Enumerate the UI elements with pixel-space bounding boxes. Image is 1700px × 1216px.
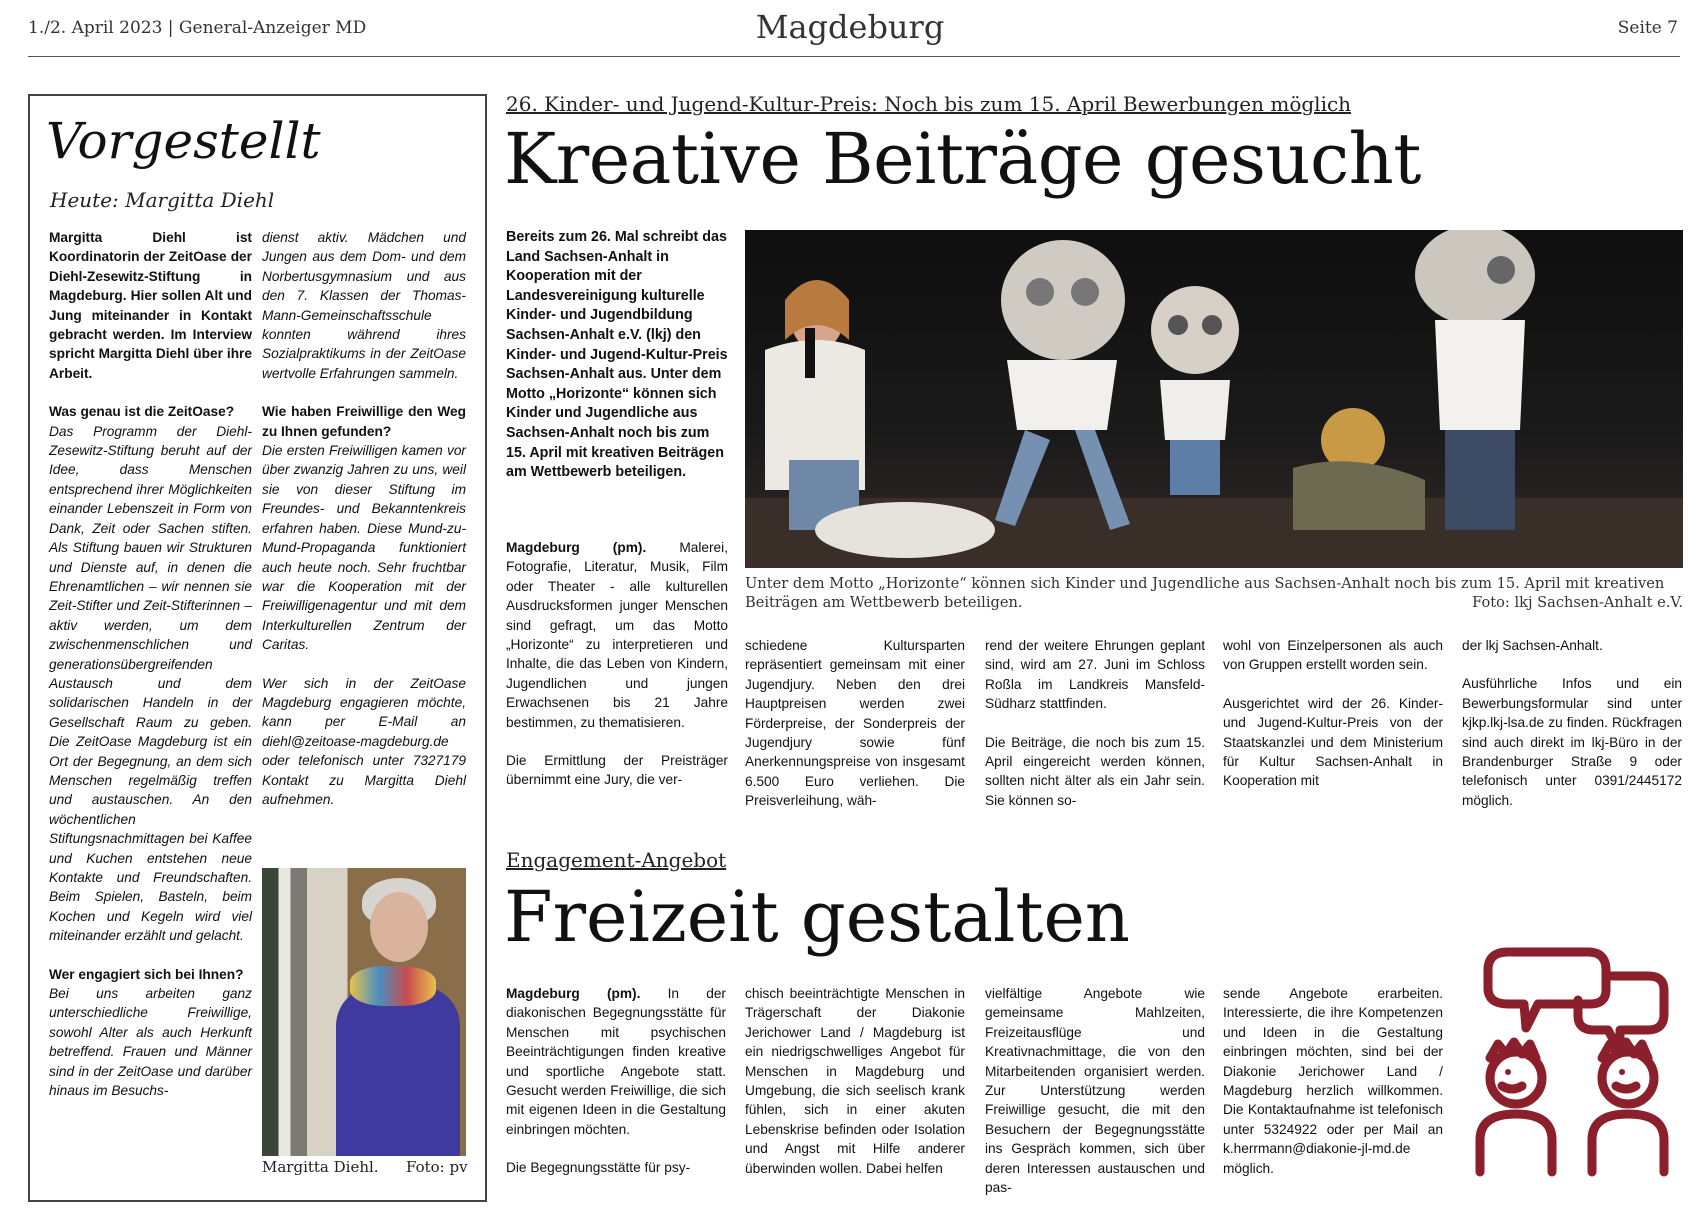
article1-column-2 (745, 636, 965, 830)
question-1: Was genau ist die ZeitOase? (49, 404, 235, 420)
theater-photo-caption-text: Unter dem Motto „Horizonte“ können sich Kinder und Jugendliche aus Sachsen-Anhalt noch bis zum 15. April mit kreativen Beiträgen am Wettbewerb beteiligen. (745, 575, 1665, 611)
article1-column-4 (1223, 636, 1443, 810)
article1-column-1 (506, 538, 728, 809)
two-people-talking-icon (1468, 940, 1683, 1180)
article1-column-3 (985, 636, 1205, 829)
sidebar-title: Vorgestellt (46, 112, 321, 170)
sidebar-intro: Margitta Diehl ist Koordinatorin der ZeitOase der Diehl-Zesewitz-Stiftung in Magdeburg. Hier sollen Alt und Jung miteinander in Kontakt gebracht werden. Im Interview spricht Margitta Diehl über ihre Arbeit. (49, 230, 252, 381)
article1-p1: Malerei, Fotografie, Literatur, Musik, Film oder Theater - alle kulturellen Ausdrucksformen junger Menschen sind gefragt, um das Motto „Horizonte“ zu interpretieren und Inhalte, die das Leben von Kindern, Jugendlichen und jungen Erwachsenen bis 21 Jahre bestimmen, zu thematisieren. (506, 540, 728, 730)
article2-column-3 (985, 984, 1205, 1216)
question-2: Wer engagiert sich bei Ihnen? (49, 966, 244, 982)
article1-c4a: der lkj Sachsen-Anhalt. (1462, 638, 1603, 653)
theater-photo-caption (745, 574, 1683, 612)
header-date-paper: 1./2. April 2023 | General-Anzeiger MD (28, 18, 367, 38)
question-3: Wie haben Freiwillige den Weg zu Ihnen gefunden? (262, 404, 466, 439)
section-title: Magdeburg (755, 8, 945, 46)
article2-column-2 (745, 984, 965, 1197)
sidebar-subtitle: Heute: Margitta Diehl (50, 188, 275, 212)
article1-c3b: Ausgerichtet wird der 26. Kinder- und Jugend-Kultur-Preis von der Staatskanzlei und dem Ministerium für Kultur Sachsen-Anhalt in Kooperation mit (1223, 695, 1443, 789)
contact-info: Wer sich in der ZeitOase Magdeburg engagieren möchte, kann per E-Mail an diehl@zeitoase-magdeburg.de oder telefonisch unter 7327179 Kontakt zu Margitta Diehl aufnehmen. (262, 675, 466, 807)
article1-c1: schiedene Kultursparten repräsentiert gemeinsam mit einer Jugendjury. Neben den drei Hauptpreisen werden zwei Förderpreise, der Sonderpreis der Jugendjury sowie fünf Anerkennungspreise von insgesamt 6.500 Euro verliehen. Die Preisverleihung, wäh- (745, 638, 965, 809)
article2-dateline: Magdeburg (pm). (506, 986, 641, 1001)
theater-photo (745, 230, 1683, 568)
article2-column-4 (1223, 984, 1443, 1197)
article1-p2: Die Ermittlung der Preisträger übernimmt eine Jury, die ver- (506, 753, 728, 788)
article1-kicker: 26. Kinder- und Jugend-Kultur-Preis: Noch bis zum 15. April Bewerbungen möglich (506, 92, 1352, 116)
portrait-caption: Margitta Diehl. (262, 1158, 379, 1176)
portrait-photo (262, 868, 466, 1156)
article1-headline: Kreative Beiträge gesucht (504, 118, 1421, 200)
article1-c4b: Ausführliche Infos und ein Bewerbungsformular sind unter kjkp.lkj-lsa.de zu finden. Rückfragen sind auch direkt im lkj-Büro in der Brandenburger Straße 9 oder telefonisch unter 0391/2445172 möglich. (1462, 676, 1682, 808)
theater-photo-credit: Foto: lkj Sachsen-Anhalt e.V. (1472, 594, 1683, 611)
article2-kicker: Engagement-Angebot (506, 848, 727, 872)
page-number: Seite 7 (1617, 18, 1678, 38)
article2-d3: vielfältige Angebote wie gemeinsame Mahlzeiten, Freizeitausflüge und Kreativnachmittage, die von den Mitarbeitenden organisiert werden. Zur Unterstützung werden Freiwillige gesucht, die mit den Besuchern der Begegnungsstätte ins Gespräch kommen, sich über deren Interessen austauschen und pas- (985, 986, 1205, 1196)
article1-dateline: Magdeburg (pm). (506, 540, 647, 555)
article1-c3a: wohl von Einzelpersonen als auch von Gruppen erstellt worden sein. (1223, 638, 1443, 673)
article2-d4: sende Angebote erarbeiten. Interessierte, die ihre Kompetenzen und Ideen in die Gestaltung einbringen möchten, sind bei der Diakonie Jerichower Land / Magdeburg herzlich willkommen. Die Kontaktaufnahme ist telefonisch unter 5324922 oder per Mail an k.herrmann@diakonie-jl-md.de möglich. (1223, 986, 1443, 1176)
sidebar-column-1 (49, 228, 252, 1119)
article2-column-1 (506, 984, 726, 1197)
answer-2b: dienst aktiv. Mädchen und Jungen aus dem Dom- und dem Norbertusgymnasium und aus den 7. Klassen der Thomas-Mann-Gemeinschaftsschule konnten während ihres Sozialpraktikums in der ZeitOase wertvolle Erfahrungen sammeln. (262, 230, 466, 381)
theater-scene-illustration (745, 230, 1683, 568)
answer-2a: Bei uns arbeiten ganz unterschiedliche Freiwillige, sowohl Alter als auch Herkunft betreffend. Frauen und Männer sind in der ZeitOase und darüber hinaus im Besuchs- (49, 986, 252, 1099)
speech-bubbles-icon (1488, 952, 1606, 1028)
answer-3: Die ersten Freiwilligen kamen vor über zwanzig Jahren zu uns, weil sie von dieser Stiftung im Freundes- und Bekanntenkreis erfahren haben. Diese Mund-zu-Mund-Propaganda funktioniert auch heute noch. Sehr fruchtbar war die Kooperation mit der Freiwilligenagentur und mit dem Interkulturellen Zentrum der Caritas. (262, 443, 466, 653)
article2-d1b: Die Begegnungsstätte für psy- (506, 1160, 691, 1176)
header-rule (28, 56, 1680, 57)
article1-c2b: Die Beiträge, die noch bis zum 15. April eingereicht werden können, sollten nicht älter als ein Jahr sein. Sie können so- (985, 734, 1205, 808)
article2-d1a: In der diakonischen Begegnungsstätte für Menschen mit psychischen Beeinträchtigungen finden kreative und sportliche Angebote statt. Gesucht werden Freiwillige, die sich mit eigenen Ideen in die Gestaltung einbringen möchten. (506, 986, 726, 1137)
article1-c2a: rend der weitere Ehrungen geplant sind, wird am 27. Juni im Schloss Roßla im Landkreis Mansfeld-Südharz stattfinden. (985, 638, 1205, 712)
portrait-credit: Foto: pv (406, 1158, 468, 1176)
answer-1: Das Programm der Diehl-Zesewitz-Stiftung beruht auf der Idee, dass Menschen entsprechend ihrer Möglichkeiten einander Lebenszeit in Form von Dank, Zeit oder Sachen stiften. Als Stiftung bauen wir Strukturen und Dienste auf, in denen die Ehrenamtlichen – wir nennen sie Zeit-Stifter und Zeit-Stifterinnen – aktiv werden, um dem zwischenmenschlichen und generationsübergreifenden Austausch und dem solidarischen Handeln in der Gesellschaft Raum zu geben. Die ZeitOase Magdeburg ist ein Ort der Begegnung, an dem sich Menschen regelmäßig treffen und austauschen. An den wöchentlichen Stiftungsnachmittagen bei Kaffee und Kuchen entstehen neue Kontakte und Freundschaften. Beim Spielen, Basteln, beim Kochen und Kegeln wird viel miteinander erzählt und gelacht. (49, 423, 252, 944)
article1-column-5 (1462, 636, 1682, 829)
article1-lead: Bereits zum 26. Mal schreibt das Land Sachsen-Anhalt in Kooperation mit der Landesvereinigung kulturelle Kinder- und Jugendbildung Sachsen-Anhalt e.V. (lkj) den Kinder- und Jugend-Kultur-Preis Sachsen-Anhalt aus. Unter dem Motto „Horizonte“ können sich Kinder und Jugendliche aus Sachsen-Anhalt noch bis zum 15. April mit kreativen Beiträgen am Wettbewerb beteiligen. (506, 229, 728, 481)
article2-headline: Freizeit gestalten (504, 876, 1130, 958)
sidebar-column-2 (262, 228, 466, 828)
article2-d2: chisch beeinträchtigte Menschen in Trägerschaft der Diakonie Jerichower Land / Magdeburg ist ein niedrigschwelliges Angebot für Menschen in Magdeburg und Umgebung, die sich seelisch krank fühlen, sich in einer akuten Lebenskrise befinden oder Isolation und Angst mit Hilfe anderer überwinden wollen. Dabei helfen (745, 986, 965, 1176)
